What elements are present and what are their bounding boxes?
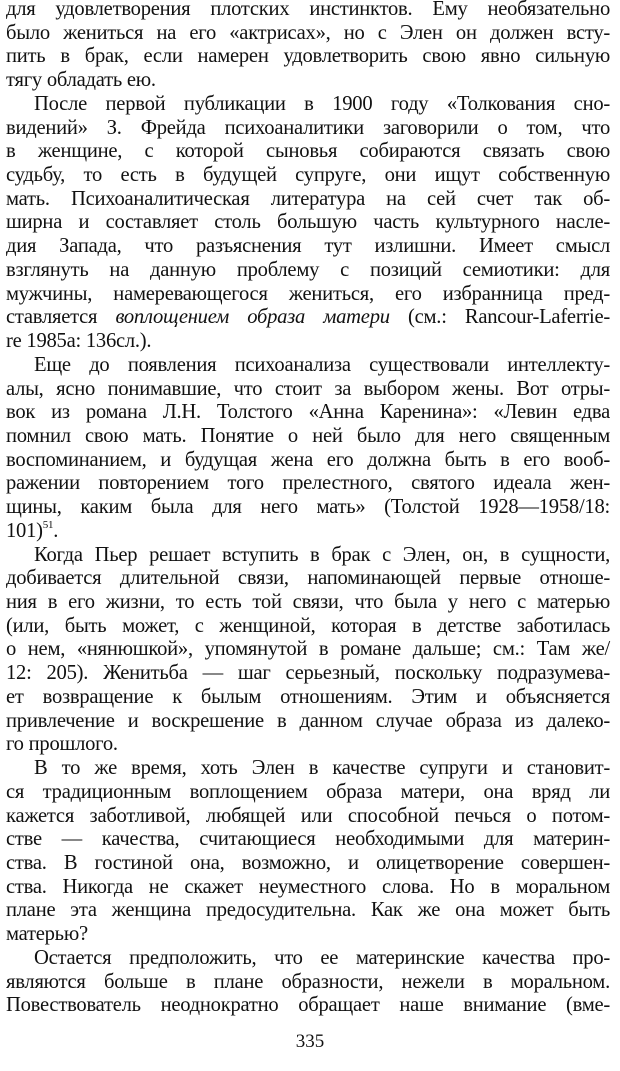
- text-line: являются больше в плане образности, нежели в моральном.: [6, 970, 610, 993]
- page-number: 335: [295, 1031, 325, 1052]
- text-line-with-footnote: [6, 520, 610, 544]
- text-line: ширна и составляет столь большую часть культурного насле-: [6, 211, 610, 234]
- paragraph-first-line: После первой публикации в 1900 году «Толкования сно-: [34, 92, 610, 115]
- text-line: щины, каким была для него мать» (Толстой 1928—1958/18:: [6, 496, 610, 519]
- text-line: re 1985a: 136сл.).: [6, 330, 152, 353]
- text-line: ства. Никогда не скажет неуместного слова. Но в моральном: [6, 875, 610, 898]
- paragraph-first-line: Остается предположить, что ее материнские качества про-: [34, 946, 610, 969]
- italic-phrase: воплощением образа матери: [115, 306, 390, 329]
- text-line: мужчины, намеревающегося жениться, его избранница пред-: [6, 282, 610, 305]
- text-line: тягу обладать ею.: [6, 69, 156, 92]
- text-line: 12: 205). Женитьба — шаг серьезный, поскольку подразумева-: [6, 662, 610, 685]
- text-line-with-italic: [6, 306, 610, 330]
- text-line: пить в брак, если намерен удовлетворить свою явно сильную: [6, 45, 610, 68]
- text-line: было жениться на его «актрисах», но с Элен он должен всту-: [6, 21, 610, 44]
- text-line: для удовлетворения плотских инстинктов. Ему необязательно: [6, 0, 610, 20]
- text-line: алы, ясно понимавшие, что стоит за выбором жены. Вот отры-: [6, 377, 610, 400]
- text-line: помнил свою мать. Понятие о ней было для него священным: [6, 424, 610, 447]
- line-post: (см.: Rancour-Laferrie-: [389, 306, 611, 329]
- text-line: ражении повторением того прелестного, святого идеала жен-: [6, 472, 610, 495]
- text-line: ства. В гостиной она, возможно, и олицетворение совершен-: [6, 851, 610, 874]
- paragraph-first-line: Еще до появления психоанализа существовали интеллекту-: [34, 353, 610, 376]
- footnote-ref[interactable]: 51: [42, 518, 54, 531]
- text-line: взглянуть на данную проблему с позиций семиотики: для: [6, 258, 610, 281]
- text-line: добивается длительной связи, напоминающей первые отноше-: [6, 567, 610, 590]
- text-line: (или, быть может, с женщиной, которая в детстве заботилась: [6, 614, 610, 637]
- text-line: привлечение и воскрешение в данном случае образа из далеко-: [6, 709, 610, 732]
- text-line: стве — качества, считающиеся необходимыми для материн-: [6, 828, 610, 851]
- text-line: мать. Психоаналитическая литература на сей счет так об-: [6, 187, 610, 210]
- line-post: .: [53, 519, 59, 542]
- line-pre: ставляется: [6, 306, 116, 329]
- paragraph-first-line: В то же время, хоть Элен в качестве супруги и становит-: [34, 757, 610, 780]
- text-line: ся традиционным воплощением образа матери, она вряд ли: [6, 780, 610, 803]
- text-line: ния в его жизни, то есть той связи, что была у него с матерью: [6, 591, 610, 614]
- text-line: кажется заботливой, любящей или способной печься о потом-: [6, 804, 610, 827]
- text-line: воспоминанием, и будущая жена его должна быть в его вооб-: [6, 448, 610, 471]
- text-line: о нем, «нянюшкой», упомянутой в романе дальше; см.: Там же/: [6, 638, 610, 661]
- text-line: в женщине, с которой сыновья собираются связать свою: [6, 140, 610, 163]
- paragraph-first-line: Когда Пьер решает вступить в брак с Элен, он, в сущности,: [34, 543, 610, 566]
- text-line: видений» З. Фрейда психоаналитики заговорили о том, что: [6, 116, 610, 139]
- text-line: плане эта женщина предосудительна. Как же она может быть: [6, 899, 610, 922]
- text-line: ет возвращение к былым отношениям. Этим и объясняется: [6, 685, 610, 708]
- text-line: го прошлого.: [6, 733, 118, 756]
- text-line: вок из романа Л.Н. Толстого «Анна Каренина»: «Левин едва: [6, 401, 610, 424]
- text-line: матерью?: [6, 923, 88, 946]
- text-line: судьбу, то есть в будущей супруге, они ищут собственную: [6, 164, 610, 187]
- line-text: 101): [6, 519, 43, 542]
- text-line: Повествователь неоднократно обращает наше внимание (вме-: [6, 994, 610, 1017]
- text-line: дия Запада, что разъяснения тут излишни. Имеет смысл: [6, 235, 610, 258]
